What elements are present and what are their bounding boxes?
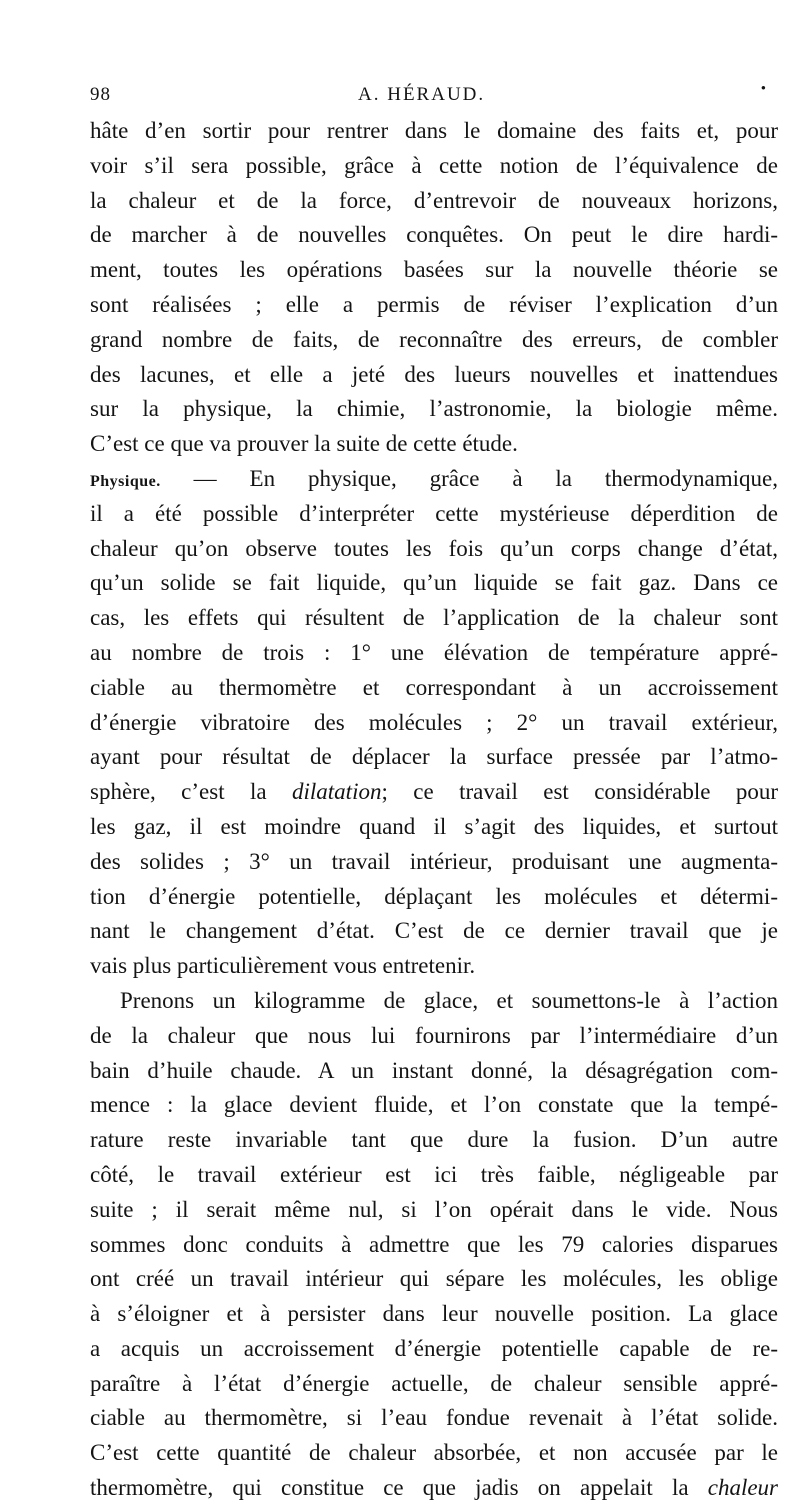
text-line: paraître à l’état d’énergie actuelle, de chaleur sensible appré- — [90, 1370, 778, 1396]
text-segment: ; ce travail est considérable pour — [381, 779, 778, 805]
text-line: sur la physique, la chimie, l’astronomie, la biologie même. — [90, 396, 778, 422]
text-line: la chaleur et de la force, d’entrevoir de nouveaux horizons, — [90, 187, 778, 213]
text-line-with-italic — [90, 775, 778, 810]
text-line: bain d’huile chaude. A un instant donné, la désagrégation com- — [90, 1057, 778, 1083]
text-segment: — En physique, grâce à la thermodynamique, — [193, 465, 778, 491]
text-line: ont créé un travail intérieur qui sépare les molécules, les oblige — [90, 1266, 778, 1292]
text-line: des lacunes, et elle a jeté des lueurs nouvelles et inattendues — [90, 361, 778, 387]
text-line: suite ; il serait même nul, si l’on opérait dans le vide. Nous — [90, 1196, 778, 1222]
text-segment: sphère, c’est la — [90, 779, 267, 805]
text-line: de marcher à de nouvelles conquêtes. On peut le dire hardi- — [90, 222, 778, 248]
text-line: à s’éloigner et à persister dans leur nouvelle position. La glace — [90, 1301, 778, 1327]
text-line: grand nombre de faits, de reconnaître des erreurs, de combler — [90, 326, 778, 352]
text-line: mence : la glace devient fluide, et l’on constate que la tempé- — [90, 1092, 778, 1118]
text-line: chaleur qu’on observe toutes les fois qu’un corps change d’état, — [90, 535, 778, 561]
text-line: voir s’il sera possible, grâce à cette notion de l’équivalence de — [90, 152, 778, 178]
text-line: a acquis un accroissement d’énergie potentielle capable de re- — [90, 1335, 778, 1361]
italic-term-chaleur: chaleur — [707, 1475, 778, 1501]
text-line: de la chaleur que nous lui fournirons par l’intermédiaire d’un — [90, 1022, 778, 1048]
text-line: des solides ; 3° un travail intérieur, produisant une augmenta- — [90, 848, 778, 874]
body-text — [90, 114, 778, 1506]
text-line: d’énergie vibratoire des molécules ; 2° un travail extérieur, — [90, 709, 778, 735]
italic-term-dilatation: dilatation — [292, 779, 382, 805]
page-number: 98 — [90, 84, 111, 105]
text-line: rature reste invariable tant que dure la fusion. D’un autre — [90, 1127, 778, 1153]
text-line: qu’un solide se fait liquide, qu’un liquide se fait gaz. Dans ce — [90, 570, 778, 596]
text-line: ciable au thermomètre et correspondant à un accroissement — [90, 674, 778, 700]
text-line: vais plus particulièrement vous entretenir. — [90, 953, 476, 979]
text-line: C’est cette quantité de chaleur absorbée, et non accusée par le — [90, 1440, 778, 1466]
text-line: les gaz, il est moindre quand il s’agit des liquides, et surtout — [90, 813, 778, 839]
text-segment: thermomètre, qui constitue ce que jadis on appelait la — [90, 1475, 689, 1501]
text-line: ment, toutes les opérations basées sur la nouvelle théorie se — [90, 257, 778, 283]
page-header — [90, 81, 770, 110]
text-line: il a été possible d’interpréter cette mystérieuse déperdition de — [90, 500, 778, 526]
text-line: C’est ce que va prouver la suite de cette étude. — [90, 431, 518, 457]
section-heading-physique: Physique. — [90, 472, 161, 490]
text-line: sont réalisées ; elle a permis de réviser l’explication d’un — [90, 291, 778, 317]
text-line: ayant pour résultat de déplacer la surface pressée par l’atmo- — [90, 744, 778, 770]
printer-mark: • — [760, 81, 766, 97]
text-line: hâte d’en sortir pour rentrer dans le domaine des faits et, pour — [90, 118, 778, 143]
text-line: sommes donc conduits à admettre que les 79 calories disparues — [90, 1231, 778, 1257]
text-line: cas, les effets qui résultent de l’application de la chaleur sont — [90, 605, 778, 631]
text-line: au nombre de trois : 1° une élévation de température appré- — [90, 639, 778, 665]
text-line: côté, le travail extérieur est ici très faible, négligeable par — [90, 1161, 778, 1187]
text-line: tion d’énergie potentielle, déplaçant les molécules et détermi- — [90, 883, 778, 909]
text-line-with-heading — [90, 462, 778, 497]
text-line: nant le changement d’état. C’est de ce dernier travail que je — [90, 918, 778, 944]
text-line: Prenons un kilogramme de glace, et soumettons-le à l’action — [120, 987, 778, 1013]
text-line-with-italic — [90, 1471, 778, 1506]
text-line: ciable au thermomètre, si l’eau fondue revenait à l’état solide. — [90, 1405, 778, 1431]
running-title: A. HÉRAUD. — [358, 84, 486, 105]
